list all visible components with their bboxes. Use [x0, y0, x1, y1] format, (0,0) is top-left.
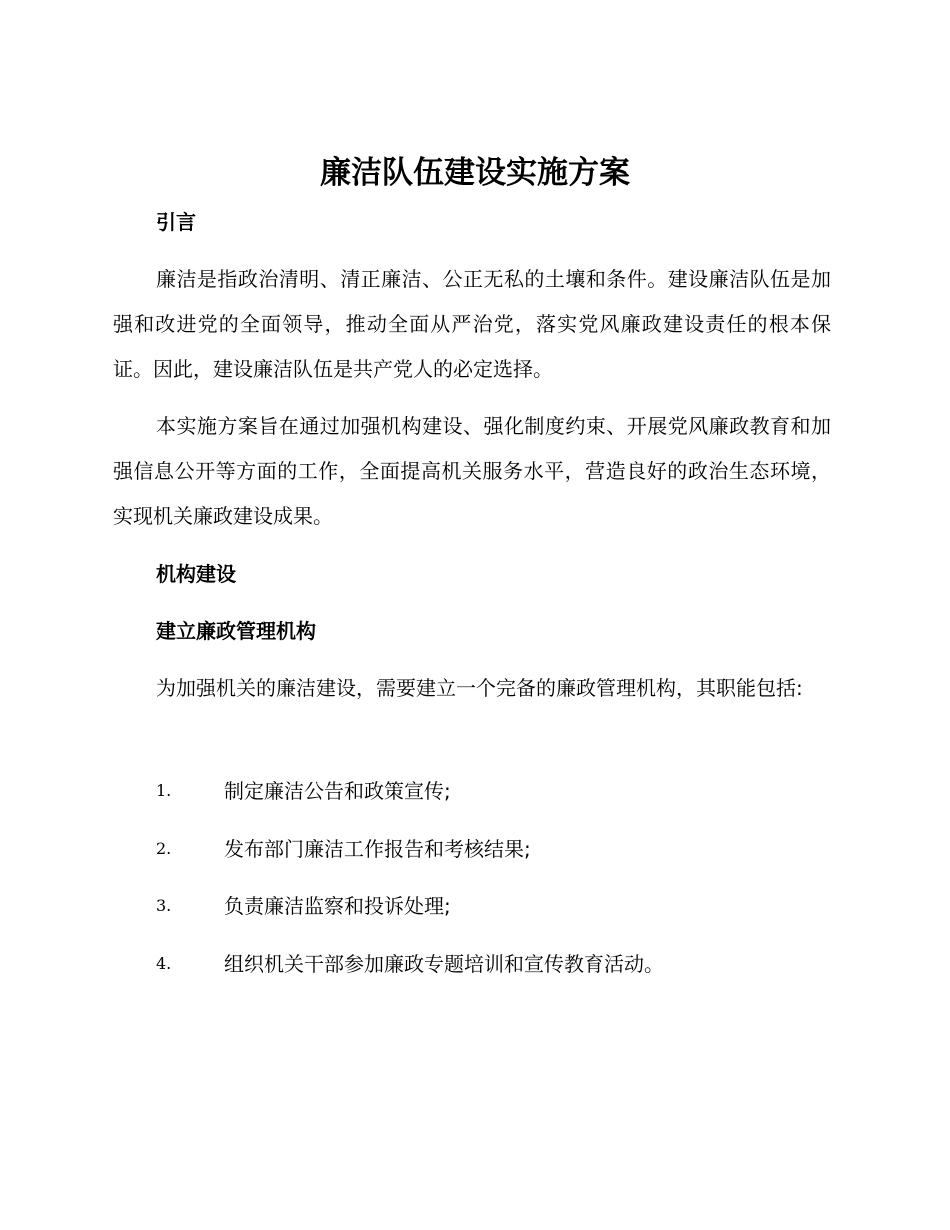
list-number: 2. — [156, 839, 172, 858]
list-text: 制定廉洁公告和政策宣传; — [224, 779, 451, 803]
list-number: 3. — [156, 896, 172, 915]
list-item — [156, 949, 836, 979]
list-text: 组织机关干部参加廉政专题培训和宣传教育活动。 — [224, 952, 664, 976]
list-number: 4. — [156, 954, 172, 973]
subsection-heading-management: 建立廉政管理机构 — [156, 619, 316, 643]
paragraph-intro-2: 本实施方案旨在通过加强机构建设、强化制度约束、开展党风廉政教育和加强信息公开等方面的工作，全面提高机关服务水平，营造良好的政治生态环境，实现机关廉政建设成果。 — [113, 414, 831, 528]
list-text: 负责廉洁监察和投诉处理; — [224, 894, 451, 918]
paragraph-intro-1: 廉洁是指政治清明、清正廉洁、公正无私的土壤和条件。建设廉洁队伍是加强和改进党的全面领导，推动全面从严治党，落实党风廉政建设责任的根本保证。因此，建设廉洁队伍是共产党人的必定选择。 — [113, 267, 831, 381]
list-item — [156, 776, 836, 806]
list-item — [156, 891, 836, 921]
document-title: 廉洁队伍建设实施方案 — [320, 155, 630, 191]
list-text: 发布部门廉洁工作报告和考核结果; — [224, 837, 531, 861]
list-item — [156, 834, 836, 864]
section-heading-intro: 引言 — [156, 210, 196, 234]
list-number: 1. — [156, 781, 172, 800]
section-heading-organization: 机构建设 — [156, 562, 236, 586]
paragraph-organization-1: 为加强机关的廉洁建设，需要建立一个完备的廉政管理机构，其职能包括: — [156, 676, 803, 700]
